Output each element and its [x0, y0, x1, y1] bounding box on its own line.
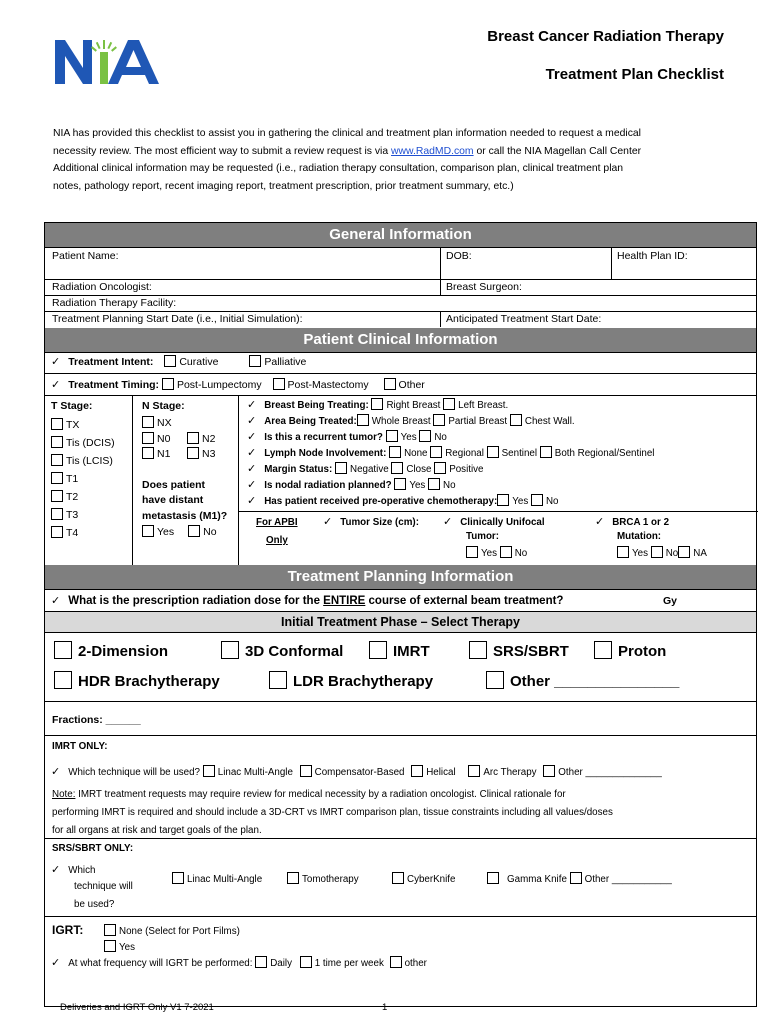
- imrt-other-checkbox[interactable]: [543, 765, 555, 777]
- checkmark-icon: ✓: [323, 516, 333, 528]
- margin-close-checkbox[interactable]: [391, 462, 403, 474]
- imrt-technique-question: Which technique will be used?: [68, 767, 201, 778]
- igrt-frequency-row: [51, 956, 427, 969]
- right-breast-checkbox[interactable]: [371, 398, 383, 410]
- srs-other-label[interactable]: Other ___________: [584, 874, 672, 885]
- lymph-sentinel-checkbox[interactable]: [487, 446, 499, 458]
- metastasis-no-checkbox[interactable]: [188, 525, 200, 537]
- facility-label[interactable]: Radiation Therapy Facility:: [52, 297, 177, 309]
- treatment-timing-row: [51, 378, 425, 391]
- t-stage-checkbox[interactable]: [51, 472, 63, 484]
- igrt-none-label: None (Select for Port Films): [119, 926, 240, 937]
- n-stage-nx-label: NX: [157, 417, 172, 429]
- hdr-label: HDR Brachytherapy: [78, 673, 220, 690]
- treatment-planning-header: Treatment Planning Information: [45, 565, 756, 589]
- 2d-label: 2-Dimension: [78, 643, 169, 660]
- intro-paragraph: [53, 125, 723, 195]
- freq-weekly-label: 1 time per week: [314, 958, 384, 969]
- anticipated-start-label[interactable]: Anticipated Treatment Start Date:: [446, 313, 602, 325]
- left-breast-checkbox[interactable]: [443, 398, 455, 410]
- checkmark-icon: ✓: [247, 399, 257, 411]
- srs-linac-label: Linac Multi-Angle: [187, 874, 263, 885]
- srs-gamma-label: Gamma Knife: [507, 874, 567, 885]
- igrt-yes-label: Yes: [119, 942, 135, 953]
- checkmark-icon: ✓: [247, 463, 257, 475]
- freq-daily-checkbox[interactable]: [255, 956, 267, 968]
- t-stage-option: [51, 436, 115, 449]
- whole-breast-label: Whole Breast: [371, 416, 431, 427]
- proton-label: Proton: [618, 643, 667, 660]
- metastasis-no-label: No: [203, 526, 217, 538]
- recurrent-no-label: No: [434, 432, 447, 443]
- srs-linac-checkbox[interactable]: [172, 872, 184, 884]
- t-stage-checkbox[interactable]: [51, 508, 63, 520]
- checkmark-icon: ✓: [247, 495, 257, 507]
- imrt-helical-checkbox[interactable]: [411, 765, 423, 777]
- intro-line: notes, pathology report, recent imaging report, treatment prescription, prior treatment summary, etc.): [53, 180, 514, 192]
- chemo-label: Has patient received pre-operative chemotherapy:: [264, 496, 498, 507]
- metastasis-yes-checkbox[interactable]: [142, 525, 154, 537]
- t-stage-option: [51, 472, 78, 485]
- tumor-size-label[interactable]: Tumor Size (cm):: [340, 517, 419, 528]
- brca-yes-checkbox[interactable]: [617, 546, 629, 558]
- partial-breast-checkbox[interactable]: [433, 414, 445, 426]
- radmd-link[interactable]: www.RadMD.com: [391, 145, 474, 157]
- whole-breast-checkbox[interactable]: [357, 414, 369, 426]
- partial-breast-label: Partial Breast: [448, 416, 508, 427]
- nodal-yes-label: Yes: [409, 480, 426, 491]
- brca-label: Mutation:: [617, 531, 662, 542]
- t-stage-option: [51, 490, 78, 503]
- lymph-none-label: None: [404, 448, 428, 459]
- curative-label: Curative: [179, 356, 219, 368]
- brca-label: BRCA 1 or 2: [612, 517, 670, 528]
- chest-wall-checkbox[interactable]: [510, 414, 522, 426]
- checkmark-icon: ✓: [51, 864, 61, 876]
- n-stage-label: N Stage:: [142, 400, 185, 412]
- proton-checkbox[interactable]: [594, 641, 612, 659]
- initial-phase-header: Initial Treatment Phase – Select Therapy: [45, 611, 756, 633]
- recurrent-no-checkbox[interactable]: [419, 430, 431, 442]
- t-stage-label-text: T3: [66, 509, 79, 521]
- footer-version: Deliveries and IGRT Only V1 7-2021: [60, 1002, 214, 1013]
- srs-other-checkbox[interactable]: [570, 872, 582, 884]
- t-stage-label: T Stage:: [51, 400, 93, 412]
- 3d-conformal-label: 3D Conformal: [245, 643, 344, 660]
- imrt-other-label[interactable]: Other ______________: [558, 767, 662, 778]
- imrt-technique-row: [51, 765, 662, 778]
- imrt-arc-checkbox[interactable]: [468, 765, 480, 777]
- chemo-no-checkbox[interactable]: [531, 494, 543, 506]
- imrt-arc-label: Arc Therapy: [483, 767, 537, 778]
- imrt-compensator-checkbox[interactable]: [300, 765, 312, 777]
- timing-other-label: Other: [398, 379, 425, 391]
- lymph-regional-checkbox[interactable]: [430, 446, 442, 458]
- document-title: Breast Cancer Radiation Therapy: [487, 28, 724, 45]
- n-stage-n0-label: N0: [157, 433, 171, 445]
- t-stage-label-text: Tis (DCIS): [66, 437, 115, 449]
- left-breast-label: Left Breast.: [458, 400, 509, 411]
- breast-treating-label: Breast Being Treating:: [264, 400, 369, 411]
- lymph-both-checkbox[interactable]: [540, 446, 552, 458]
- imrt-checkbox[interactable]: [369, 641, 387, 659]
- post-lumpectomy-checkbox[interactable]: [162, 378, 174, 390]
- freq-other-checkbox[interactable]: [390, 956, 402, 968]
- t-stage-option: [51, 454, 113, 467]
- margin-positive-checkbox[interactable]: [434, 462, 446, 474]
- 2d-checkbox[interactable]: [54, 641, 72, 659]
- checkmark-icon: ✓: [443, 516, 453, 528]
- n-stage-n3-label: N3: [202, 448, 216, 460]
- srs-technique-question: technique will: [74, 881, 133, 892]
- imrt-note: Note: IMRT treatment requests may require review for medical necessity by a radiation oncologist. Clinical rationale for performing IMRT is required and should include a 3D-CRT vs IMRT comparison plan, tissue constraints including all values/doses for all organs at risk and target goals of the plan.: [52, 789, 613, 836]
- intro-text: necessity review. The most efficient way to submit a review request is via: [53, 145, 392, 157]
- recurrent-yes-checkbox[interactable]: [386, 430, 398, 442]
- page-number: 1: [382, 1002, 388, 1013]
- srs-sbrt-label: SRS/SBRT: [493, 643, 569, 660]
- checkmark-icon: ✓: [51, 766, 61, 778]
- brca-na-label: NA: [693, 548, 707, 559]
- lymph-sentinel-label: Sentinel: [501, 448, 538, 459]
- brca-no-checkbox[interactable]: [651, 546, 663, 558]
- unifocal-yes-checkbox[interactable]: [466, 546, 478, 558]
- imrt-compensator-label: Compensator-Based: [314, 767, 405, 778]
- t-stage-label-text: TX: [66, 419, 80, 431]
- srs-sbrt-checkbox[interactable]: [469, 641, 487, 659]
- metastasis-question: metastasis (M1)?: [142, 510, 228, 522]
- checkmark-icon: ✓: [247, 447, 257, 459]
- checkmark-icon: ✓: [51, 595, 61, 607]
- margin-negative-label: Negative: [350, 464, 389, 475]
- srs-tomo-checkbox[interactable]: [287, 872, 299, 884]
- unifocal-label: Tumor:: [466, 531, 500, 542]
- n-stage-n1-label: N1: [157, 448, 171, 460]
- intro-text: or call the NIA Magellan Call Center: [473, 145, 642, 157]
- n-stage-nx-checkbox[interactable]: [142, 416, 154, 428]
- metastasis-question: Does patient: [142, 479, 206, 491]
- chemo-yes-label: Yes: [512, 496, 529, 507]
- 3d-conformal-checkbox[interactable]: [221, 641, 239, 659]
- chest-wall-label: Chest Wall.: [524, 416, 575, 427]
- t-stage-option: [51, 418, 79, 431]
- brca-na-checkbox[interactable]: [678, 546, 690, 558]
- therapy-other-checkbox[interactable]: [486, 671, 504, 689]
- dose-question[interactable]: ✓ What is the prescription radiation dose for the ENTIRE course of external beam treatment?: [51, 595, 564, 607]
- lymph-regional-label: Regional: [445, 448, 484, 459]
- brca-yes-label: Yes: [632, 548, 648, 559]
- freq-other-label: other: [404, 958, 427, 969]
- n-stage-n3-checkbox[interactable]: [187, 447, 199, 459]
- margin-positive-label: Positive: [449, 464, 484, 475]
- margin-label: Margin Status:: [264, 464, 333, 475]
- t-stage-label-text: T2: [66, 491, 79, 503]
- ldr-checkbox[interactable]: [269, 671, 287, 689]
- clinical-info-header: Patient Clinical Information: [45, 328, 756, 352]
- n-stage-n1-checkbox[interactable]: [142, 447, 154, 459]
- therapy-other-label[interactable]: Other _______________: [510, 673, 680, 690]
- unifocal-no-label: No: [514, 548, 528, 559]
- t-stage-checkbox[interactable]: [51, 454, 63, 466]
- srs-technique-question: Which: [68, 865, 96, 876]
- timing-other-checkbox[interactable]: [384, 378, 396, 390]
- t-stage-label-text: Tis (LCIS): [66, 455, 113, 467]
- timing-label: Treatment Timing:: [68, 379, 160, 391]
- palliative-label: Palliative: [264, 356, 307, 368]
- intent-label: Treatment Intent:: [68, 356, 154, 368]
- chemo-yes-checkbox[interactable]: [497, 494, 509, 506]
- imrt-label: IMRT: [393, 643, 430, 660]
- treatment-intent-row: [51, 355, 306, 368]
- t-stage-checkbox[interactable]: [51, 490, 63, 502]
- nodal-no-checkbox[interactable]: [428, 478, 440, 490]
- srs-only-label: SRS/SBRT ONLY:: [52, 843, 134, 854]
- unifocal-no-checkbox[interactable]: [500, 546, 512, 558]
- nodal-yes-checkbox[interactable]: [394, 478, 406, 490]
- apbi-label: For APBI: [256, 517, 298, 528]
- t-stage-label-text: T1: [66, 473, 79, 485]
- radiation-oncologist-label[interactable]: Radiation Oncologist:: [52, 281, 152, 293]
- freq-daily-label: Daily: [270, 958, 292, 969]
- n-stage-n2-label: N2: [202, 433, 216, 445]
- margin-close-label: Close: [406, 464, 432, 475]
- checkmark-icon: ✓: [51, 356, 61, 368]
- intro-line: [53, 143, 723, 161]
- breast-surgeon-label[interactable]: Breast Surgeon:: [446, 281, 522, 293]
- lymph-both-label: Both Regional/Sentinel: [554, 448, 655, 459]
- document-subtitle: Treatment Plan Checklist: [545, 66, 724, 83]
- ldr-label: LDR Brachytherapy: [293, 673, 434, 690]
- recurrent-yes-label: Yes: [400, 432, 417, 443]
- t-stage-checkbox[interactable]: [51, 526, 63, 538]
- patient-name-label[interactable]: Patient Name:: [52, 250, 119, 262]
- imrt-linac-checkbox[interactable]: [203, 765, 215, 777]
- chemo-no-label: No: [545, 496, 559, 507]
- planning-start-label[interactable]: Treatment Planning Start Date (i.e., Initial Simulation):: [52, 313, 303, 325]
- n-stage-n0-checkbox[interactable]: [142, 432, 154, 444]
- checkmark-icon: ✓: [595, 516, 605, 528]
- checkmark-icon: ✓: [247, 479, 257, 491]
- health-plan-id-label[interactable]: Health Plan ID:: [617, 250, 688, 262]
- t-stage-checkbox[interactable]: [51, 436, 63, 448]
- palliative-checkbox[interactable]: [249, 355, 261, 367]
- brca-no-label: No: [665, 548, 679, 559]
- metastasis-yes-label: Yes: [157, 526, 175, 538]
- nia-logo: [55, 40, 159, 84]
- checkmark-icon: ✓: [51, 957, 61, 969]
- post-lumpectomy-label: Post-Lumpectomy: [176, 379, 262, 391]
- apbi-label: Only: [266, 535, 288, 546]
- intro-line: NIA has provided this checklist to assist you in gathering the clinical and treatment plan information needed to request a medical: [53, 128, 641, 139]
- curative-checkbox[interactable]: [164, 355, 176, 367]
- gy-unit-label: Gy: [663, 595, 678, 607]
- srs-cyberknife-label: CyberKnife: [407, 874, 456, 885]
- imrt-linac-label: Linac Multi-Angle: [217, 767, 293, 778]
- metastasis-question: have distant: [142, 494, 204, 506]
- t-stage-option: [51, 526, 78, 539]
- freq-weekly-checkbox[interactable]: [300, 956, 312, 968]
- checkmark-icon: ✓: [51, 379, 61, 391]
- igrt-none-checkbox[interactable]: [104, 924, 116, 936]
- checklist-form: [44, 222, 757, 1007]
- right-breast-label: Right Breast: [386, 400, 441, 411]
- checkmark-icon: ✓: [247, 415, 257, 427]
- margin-negative-checkbox[interactable]: [335, 462, 347, 474]
- igrt-yes-checkbox[interactable]: [104, 940, 116, 952]
- srs-technique-question: be used?: [74, 899, 115, 910]
- checkmark-icon: ✓: [247, 431, 257, 443]
- t-stage-option: [51, 508, 78, 521]
- area-label: Area Being Treated:: [264, 416, 357, 427]
- unifocal-yes-label: Yes: [481, 548, 497, 559]
- igrt-label: IGRT:: [52, 923, 84, 937]
- n-stage-n2-checkbox[interactable]: [187, 432, 199, 444]
- srs-cyberknife-checkbox[interactable]: [392, 872, 404, 884]
- t-stage-checkbox[interactable]: [51, 418, 63, 430]
- imrt-only-label: IMRT ONLY:: [52, 741, 108, 752]
- fractions-field[interactable]: Fractions: ______: [52, 714, 141, 726]
- srs-tomo-label: Tomotherapy: [302, 874, 359, 885]
- post-mastectomy-label: Post-Mastectomy: [287, 379, 369, 391]
- srs-gamma-checkbox[interactable]: [487, 872, 499, 884]
- intro-line: Additional clinical information may be requested (i.e., radiation therapy consultation, comparison plan, clinical treatment plan: [53, 163, 624, 174]
- lymph-none-checkbox[interactable]: [389, 446, 401, 458]
- post-mastectomy-checkbox[interactable]: [273, 378, 285, 390]
- nodal-label: Is nodal radiation planned?: [264, 480, 392, 491]
- general-info-header: General Information: [45, 223, 756, 247]
- unifocal-label: Clinically Unifocal: [460, 517, 545, 528]
- nodal-no-label: No: [443, 480, 456, 491]
- igrt-frequency-question: At what frequency will IGRT be performed:: [68, 958, 253, 969]
- t-stage-label-text: T4: [66, 527, 79, 539]
- recurrent-label: Is this a recurrent tumor?: [264, 432, 383, 443]
- hdr-checkbox[interactable]: [54, 671, 72, 689]
- lymph-label: Lymph Node Involvement:: [264, 448, 387, 459]
- imrt-helical-label: Helical: [426, 767, 456, 778]
- dob-label[interactable]: DOB:: [446, 250, 472, 262]
